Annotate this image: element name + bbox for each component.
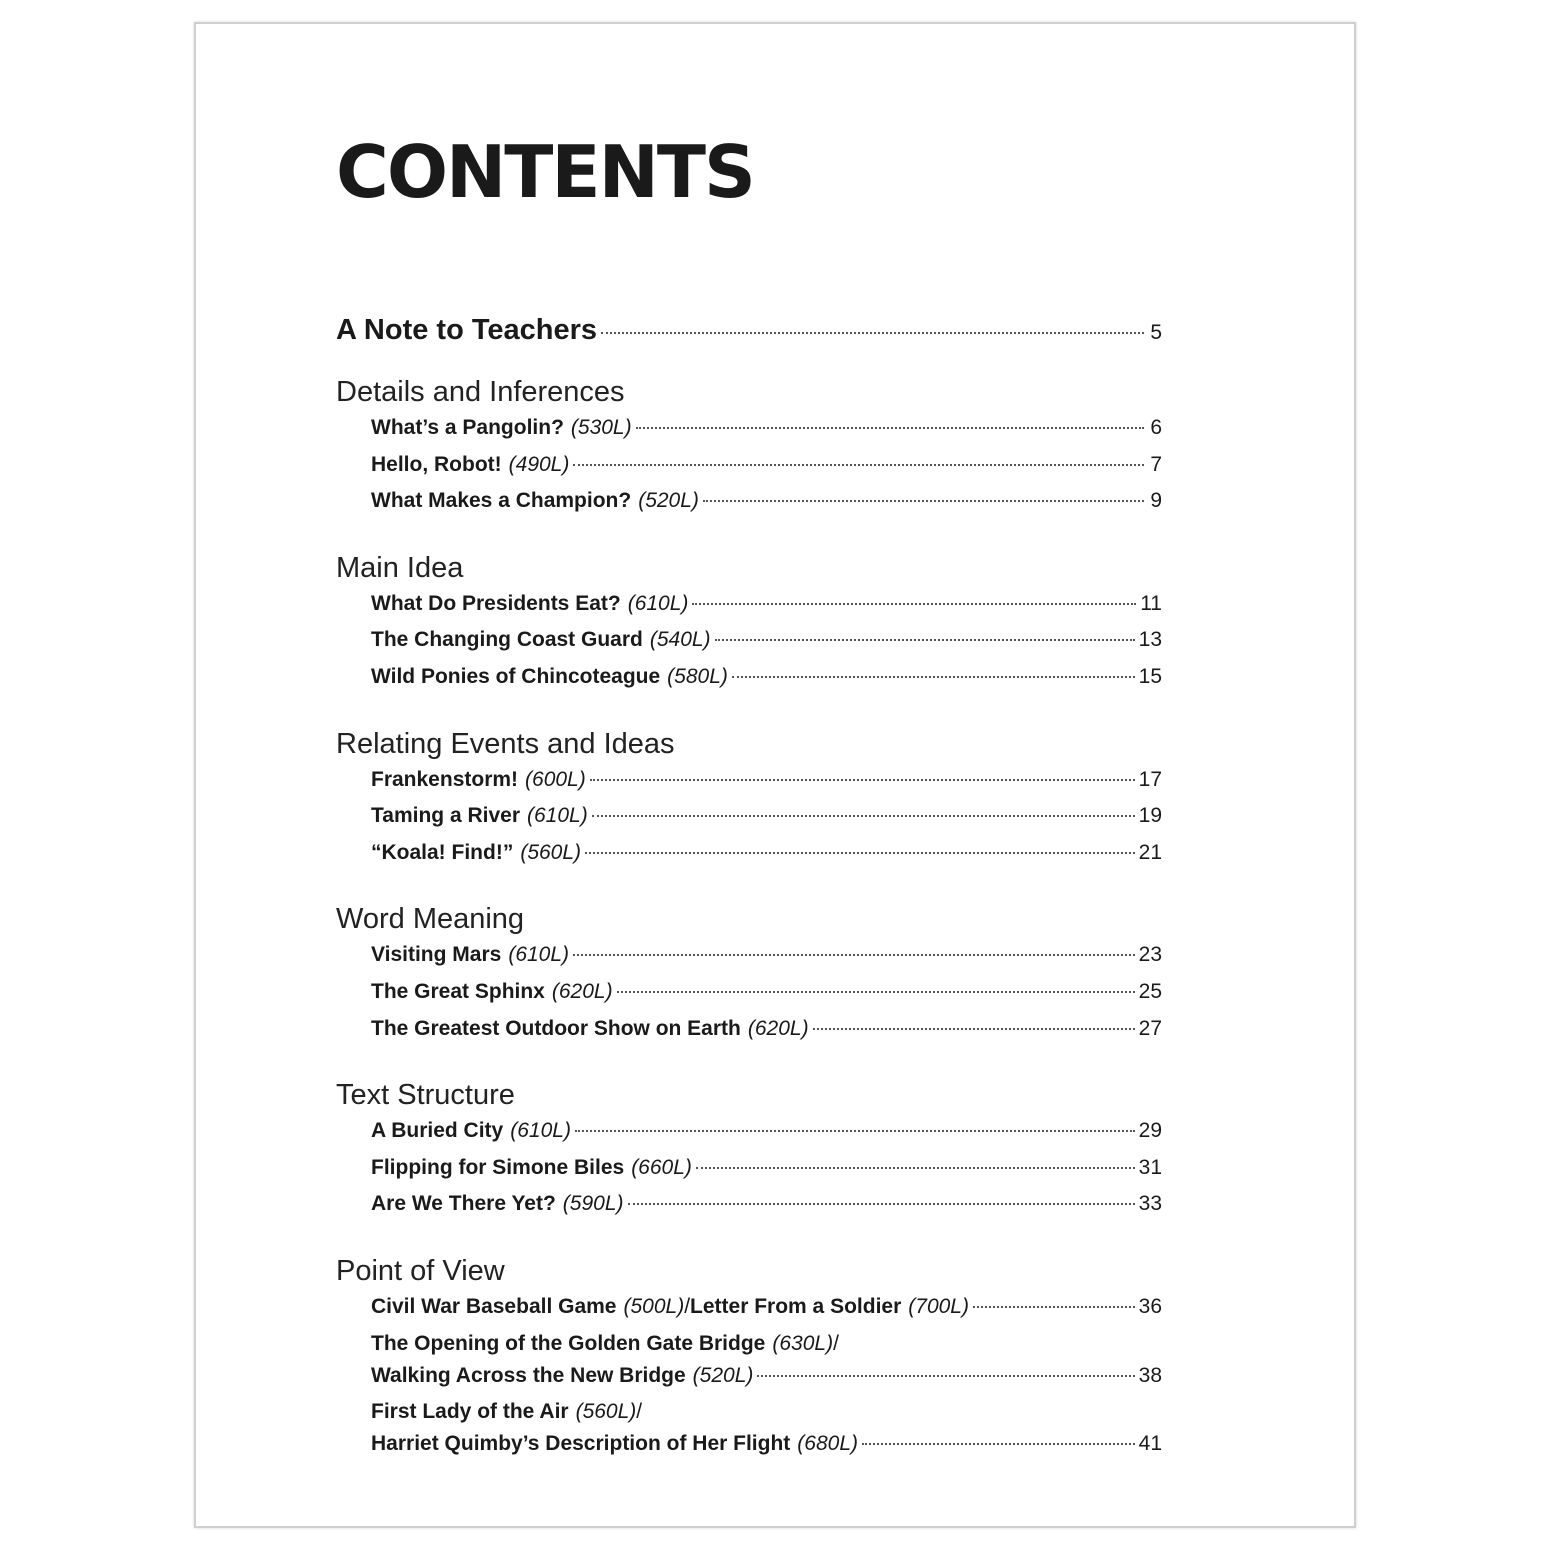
toc-section [336,548,1162,702]
lexile-level: (490L) [508,452,570,476]
pair-separator: / [636,1399,643,1423]
toc-entry [336,841,1162,878]
lexile-level: (610L) [510,1119,571,1143]
lexile-level: (580L) [667,664,728,688]
page-number: 23 [1138,943,1162,967]
toc-entry [336,665,1162,702]
toc-entry [336,416,1162,453]
section-heading: Main Idea [336,551,464,584]
toc-section [336,1251,1162,1462]
section-heading: Details and Inferences [336,376,625,408]
toc-entry [336,768,1162,805]
section-heading: Word Meaning [336,903,525,936]
pair-separator: / [684,1294,691,1318]
toc-entry [336,943,1162,980]
entry-title: Are We There Yet? [371,1192,556,1216]
page-number: 38 [1138,1363,1162,1387]
document-page [194,22,1356,1528]
lexile-level: (630L) [772,1331,834,1355]
entry-title: Visiting Mars [371,943,502,967]
entry-title: The Opening of the Golden Gate Bridge [371,1331,766,1355]
page-number: 41 [1138,1431,1162,1455]
section-heading: Point of View [336,1254,505,1287]
page-title: CONTENTS [336,130,754,214]
page-number: 25 [1138,979,1162,1003]
toc-entry [336,1192,1162,1229]
lexile-level: (610L) [508,943,570,967]
entry-title: What’s a Pangolin? [371,416,564,439]
dot-leader [862,1443,1135,1445]
dot-leader [715,639,1135,641]
entry-title: Letter From a Soldier [690,1294,902,1318]
entry-title: The Greatest Outdoor Show on Earth [371,1016,741,1040]
toc-entry [336,980,1162,1017]
entry-title: Harriet Quimby’s Description of Her Flight [371,1431,791,1455]
lexile-level: (700L) [908,1294,969,1318]
entry-title: First Lady of the Air [371,1399,569,1423]
entry-title: The Great Sphinx [371,979,545,1003]
dot-leader [628,1203,1135,1205]
entry-title: The Changing Coast Guard [371,628,643,652]
section-heading: Text Structure [336,1079,515,1112]
section-heading: Relating Events and Ideas [336,727,675,760]
page-number: 17 [1138,767,1162,791]
lexile-level: (660L) [631,1155,692,1179]
lexile-level: (610L) [527,804,588,828]
page-number: 31 [1138,1155,1162,1179]
dot-leader [592,815,1135,817]
dot-leader [703,500,1144,502]
page-number: 19 [1138,804,1162,828]
toc-section [336,372,1162,526]
entry-title: What Do Presidents Eat? [371,591,621,615]
page-number: 11 [1140,591,1162,615]
toc-entry [336,804,1162,841]
entry-title: What Makes a Champion? [371,489,632,513]
dot-leader [757,1375,1134,1377]
toc-entry [336,628,1162,665]
toc-entry [336,592,1162,629]
dot-leader [617,991,1135,993]
toc-entry-paired [336,1295,1162,1332]
lexile-level: (620L) [747,1016,809,1040]
page-number: 27 [1138,1016,1162,1040]
dot-leader [636,427,1144,429]
note-title: A Note to Teachers [336,314,598,346]
dot-leader [585,852,1135,854]
lexile-level: (600L) [525,767,586,791]
entry-title: Frankenstorm! [371,767,519,791]
page-number: 5 [1150,321,1162,344]
page-number: 36 [1138,1294,1162,1318]
dot-leader [732,676,1135,678]
page-number: 21 [1138,840,1162,864]
entry-title: A Buried City [371,1119,504,1143]
dot-leader [601,332,1144,334]
lexile-level: (540L) [649,628,711,652]
lexile-level: (520L) [692,1363,754,1387]
page-number: 29 [1138,1119,1162,1143]
lexile-level: (610L) [627,591,689,615]
page-number: 15 [1138,664,1162,688]
entry-title: Walking Across the New Bridge [371,1363,686,1387]
toc-entry [336,1156,1162,1193]
lexile-level: (590L) [562,1192,624,1216]
entry-title: Wild Ponies of Chincoteague [371,664,661,688]
entry-title: Flipping for Simone Biles [371,1155,625,1179]
toc-entry-paired [336,1400,1162,1462]
dot-leader [575,1130,1135,1132]
lexile-level: (680L) [797,1431,858,1455]
toc-section [336,724,1162,878]
entry-title: Civil War Baseball Game [371,1294,617,1318]
entry-title: Taming a River [371,804,520,828]
entry-title: Hello, Robot! [371,452,502,476]
dot-leader [813,1028,1135,1030]
lexile-level: (620L) [551,979,613,1003]
toc-entry [336,1119,1162,1156]
entry-title: “Koala! Find!” [371,840,514,864]
toc-section [336,899,1162,1053]
dot-leader [692,603,1136,605]
toc-entry [336,489,1162,526]
toc-section [336,1075,1162,1229]
toc-entry-note [336,314,1162,350]
page-number: 6 [1150,416,1162,439]
lexile-level: (560L) [575,1399,637,1423]
page-number: 9 [1150,489,1162,513]
lexile-level: (500L) [623,1294,685,1318]
lexile-level: (530L) [570,416,632,439]
page-number: 33 [1138,1192,1162,1216]
lexile-level: (520L) [638,489,699,513]
dot-leader [590,779,1135,781]
toc-entry [336,1017,1162,1054]
dot-leader [696,1167,1135,1169]
dot-leader [573,954,1135,956]
pair-separator: / [833,1331,839,1355]
dot-leader [573,464,1144,466]
dot-leader [973,1306,1135,1308]
lexile-level: (560L) [520,840,582,864]
toc-entry-paired [336,1332,1162,1394]
page-number: 7 [1150,452,1162,476]
table-of-contents [336,314,1162,1468]
page-number: 13 [1138,628,1162,652]
toc-entry [336,453,1162,490]
